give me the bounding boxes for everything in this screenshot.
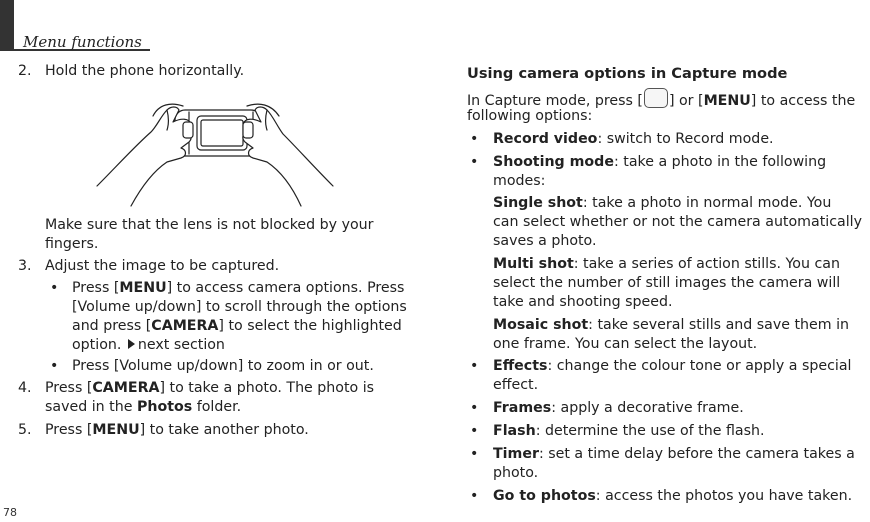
mode-single-shot-line-2: can select whether or not the camera automatically — [493, 214, 862, 230]
bullet: • — [50, 358, 59, 374]
step-4-number: 4. — [18, 380, 32, 396]
intro-line-1: In Capture mode, press [ ] or [MENU] to access the — [467, 88, 855, 111]
step-3-bullet-1-line-1: Press [MENU] to access camera options. Press — [72, 280, 405, 296]
step-4-line-2: saved in the Photos folder. — [45, 399, 242, 415]
step-3-bullet-1-line-3: and press [CAMERA] to select the highlighted — [72, 318, 402, 334]
step-3-text: Adjust the image to be captured. — [45, 258, 280, 274]
section-heading: Using camera options in Capture mode — [467, 65, 788, 82]
mode-single-shot-line-3: saves a photo. — [493, 233, 597, 249]
bullet: • — [470, 488, 479, 504]
hands-holding-phone-icon — [95, 98, 335, 208]
bullet: • — [470, 423, 479, 439]
bullet: • — [50, 280, 59, 296]
mode-multi-shot-line-3: take and shooting speed. — [493, 294, 673, 310]
mode-multi-shot-line-2: select the number of still images the camera will — [493, 275, 841, 291]
option-timer-line-2: photo. — [493, 465, 539, 481]
step-3-number: 3. — [18, 258, 32, 274]
right-arrow-icon — [128, 339, 135, 349]
page-number: 78 — [3, 506, 17, 519]
step-2-number: 2. — [18, 63, 32, 79]
bullet: • — [470, 400, 479, 416]
step-2-note-line-1: Make sure that the lens is not blocked by your — [45, 217, 374, 233]
bullet: • — [470, 131, 479, 147]
option-frames: Frames: apply a decorative frame. — [493, 400, 744, 416]
step-4-line-1: Press [CAMERA] to take a photo. The photo is — [45, 380, 375, 396]
step-2-text: Hold the phone horizontally. — [45, 63, 245, 79]
option-effects-line-1: Effects: change the colour tone or apply a special — [493, 358, 852, 374]
intro-line-2: following options: — [467, 108, 593, 124]
mode-mosaic-shot-line-1: Mosaic shot: take several stills and save them in — [493, 317, 850, 333]
step-3-bullet-2: Press [Volume up/down] to zoom in or out. — [72, 358, 374, 374]
bullet: • — [470, 358, 479, 374]
mode-multi-shot-line-1: Multi shot: take a series of action stills. You can — [493, 256, 840, 272]
page-header-title: Menu functions — [23, 33, 142, 51]
option-go-to-photos: Go to photos: access the photos you have taken. — [493, 488, 853, 504]
header-bar — [0, 0, 14, 50]
option-record-video: Record video: switch to Record mode. — [493, 131, 774, 147]
option-timer-line-1: Timer: set a time delay before the camera takes a — [493, 446, 855, 462]
mode-mosaic-shot-line-2: one frame. You can select the layout. — [493, 336, 758, 352]
step-5-text: Press [MENU] to take another photo. — [45, 422, 309, 438]
bullet: • — [470, 154, 479, 170]
softkey-icon — [644, 88, 668, 108]
step-3-bullet-1-line-4: option. next section — [72, 337, 225, 353]
mode-single-shot-line-1: Single shot: take a photo in normal mode. You — [493, 195, 832, 211]
option-shooting-mode-line-2: modes: — [493, 173, 546, 189]
option-effects-line-2: effect. — [493, 377, 539, 393]
bullet: • — [470, 446, 479, 462]
option-flash: Flash: determine the use of the flash. — [493, 423, 765, 439]
option-shooting-mode-line-1: Shooting mode: take a photo in the following — [493, 154, 827, 170]
step-5-number: 5. — [18, 422, 32, 438]
step-2-note-line-2: fingers. — [45, 236, 99, 252]
step-3-bullet-1-line-2: [Volume up/down] to scroll through the options — [72, 299, 407, 315]
